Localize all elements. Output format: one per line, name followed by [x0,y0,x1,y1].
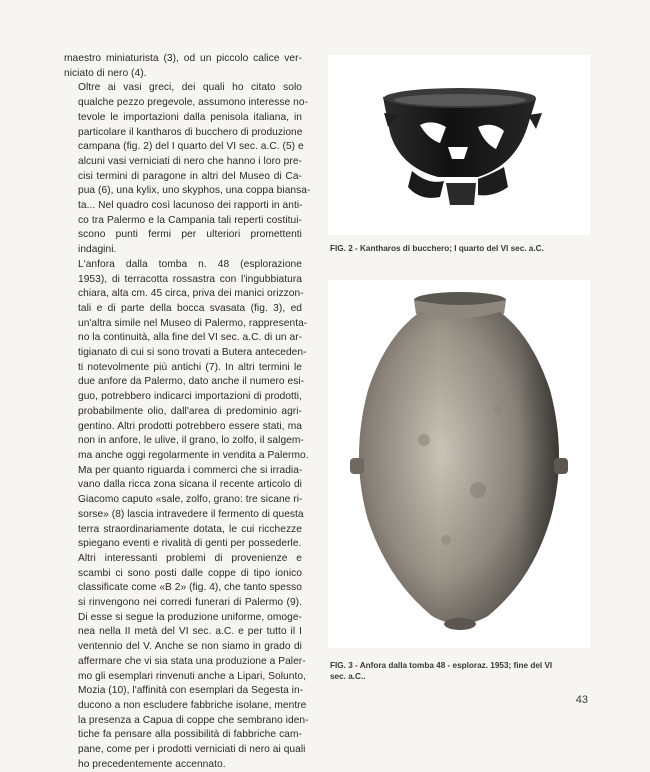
figure-3-caption-line-2: sec. a.C.. [330,672,366,681]
body-paragraph [64,552,309,772]
text-line: Ma per quanto riguarda i commerci che si irradia- [78,464,303,476]
figure-2-kantharos-photo [328,55,590,235]
body-text-column [64,52,311,772]
text-line: tigianato di cui si sono trovati a Butera anteceden- [78,347,307,359]
text-line: 1953), di terracotta rossastra con l'ingubbiatura [78,273,302,285]
text-line: mo gli esemplari rinvenuti anche a Lipari, Solunto, [78,670,306,682]
text-line: niciato di nero (4). [64,67,147,79]
kantharos-image [328,55,590,235]
text-line: cisi termini di paragone in altri del Museo di Ca- [78,170,302,182]
text-line: maestro miniaturista (3), od un piccolo calice ver- [64,53,302,64]
text-line: tiche fa pensare alla possibilità di fabbriche cam- [78,729,302,741]
body-paragraph [64,81,311,257]
text-line: qualche pezzo pregevole, assumono interesse no- [78,97,309,109]
text-line: pane, come per i prodotti verniciati di nero ai quali [78,744,306,756]
text-line: Altri interessanti problemi di provenienze e [78,552,302,564]
text-line: Mozia (10), l'affinità con esemplari da Segesta in- [78,685,304,697]
text-line: indagini. [78,244,117,256]
text-line: affermare che vi sia stata una produzione a Paler- [78,655,306,667]
figure-3-caption-line-1: FIG. 3 - Anfora dalla tomba 48 - esploraz. 1953; fine del VI [330,661,553,670]
figure-3-amphora-photo [328,280,590,648]
text-line: Oltre ai vasi greci, dei quali ho citato solo [78,82,302,94]
text-line: ma anche oggi regolarmente in vendita a Palermo. [78,449,309,461]
text-line: classificate come «B 2» (fig. 4), che tanto spesso [78,582,302,594]
text-line: ti notevolmente più antichi (7). In altri termini le [78,361,302,373]
text-line: scambi ci sono posti dalle coppe di tipo ionico [78,567,302,579]
text-line: chiara, alta cm. 45 circa, priva dei manici orizzon- [78,288,304,300]
body-paragraph [64,258,309,552]
text-line: la presenza a Capua di coppe che sembrano iden- [78,714,309,726]
text-line: sorse» (8) lascia intravedere il fermento di questa [78,508,304,520]
figure-2-caption: FIG. 2 - Kantharos di bucchero; I quarto del VI sec. a.C. [330,244,544,253]
text-line: vano dalla ricca zona sicana il recente articolo di [78,479,302,491]
body-paragraph [64,52,302,81]
text-line: ta... Nel quadro così lacunoso dei rapporti in anti- [78,200,303,212]
text-line: si rinvengono nei corredi funerari di Palermo (9). [78,597,302,609]
text-line: gentino. Altri prodotti potrebbero essere stati, ma [78,420,302,432]
text-line: Giacomo caputo «sale, zolfo, grano: tre sicane ri- [78,494,303,506]
text-line: Di esse si segue la produzione uniforme, omoge- [78,611,302,623]
text-line: ventennio del V. Anche se non siamo in grado di [78,641,302,653]
text-line: terra straordinariamente dotata, le cui ricchezze [78,523,302,535]
text-line: alcuni vasi verniciati di nero che hanno i loro pre- [78,155,302,167]
text-line: co tra Palermo e la Campania tali reperti costitui- [78,214,302,226]
page-number: 43 [575,694,588,706]
text-line: due anfore da Palermo, dato anche il numero esi- [78,376,305,388]
text-line: spiegano eventi e rivalità di genti per possederle. [78,538,302,550]
text-line: particolare il kantharos di bucchero di produzione [78,126,303,138]
text-line: tali e di parte della bocca svasata (fig. 3), ed [78,302,302,314]
text-line: ho precedentemente accennato. [78,758,226,770]
text-line: un'altra simile nel Museo di Palermo, rappresenta- [78,317,308,329]
text-line: scono punti fermi per ulteriori promettenti [78,229,302,241]
text-line: non in anfore, le ulive, il grano, lo zolfo, il salgem- [78,435,304,447]
text-line: guo, potrebbero indicarci importazioni di prodotti, [78,391,302,403]
text-line: tevole le importazioni dalla penisola italiana, in [78,111,302,123]
text-line: pua (6), una kylix, uno skyphos, una coppa biansa- [78,185,311,197]
figure-3-caption [330,660,592,682]
amphora-image [328,280,590,648]
text-line: ducono a non escludere fabbriche isolane, mentre [78,699,307,711]
text-line: no la continuità, alla fine del VI sec. a.C. di un ar- [78,332,303,344]
text-line: probabilmente olio, dall'area di predominio agri- [78,405,302,417]
text-line: L'anfora dalla tomba n. 48 (esplorazione [78,258,302,270]
text-line: nea nella II metà del VI sec. a.C. e per tutto il I [78,626,302,638]
text-line: campana (fig. 2) del I quarto del VI sec. a.C. (5) e [78,141,304,153]
